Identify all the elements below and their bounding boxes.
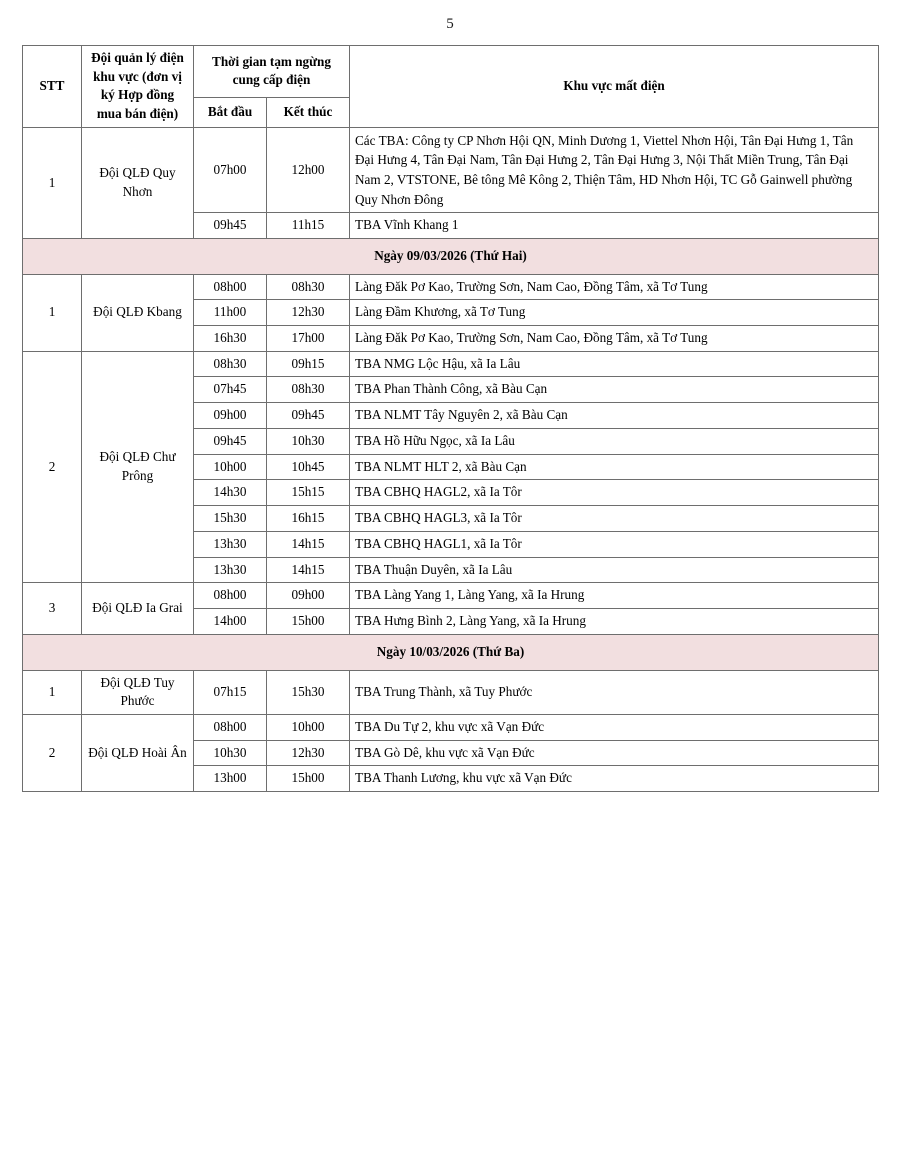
cell-start-time: 13h30 — [194, 531, 267, 557]
cell-management-team: Đội QLĐ Chư Prông — [82, 351, 194, 583]
cell-end-time: 15h15 — [267, 480, 350, 506]
cell-management-team: Đội QLĐ Quy Nhơn — [82, 127, 194, 238]
cell-start-time: 09h45 — [194, 428, 267, 454]
cell-affected-area: TBA CBHQ HAGL1, xã Ia Tôr — [350, 531, 879, 557]
table-header-row-1 — [23, 46, 879, 98]
cell-end-time: 14h15 — [267, 531, 350, 557]
date-separator-row — [23, 238, 879, 274]
cell-end-time: 14h15 — [267, 557, 350, 583]
cell-start-time: 08h30 — [194, 351, 267, 377]
cell-start-time: 15h30 — [194, 506, 267, 532]
column-header-start-time: Bắt đầu — [194, 97, 267, 127]
cell-stt: 3 — [23, 583, 82, 634]
date-separator-label: Ngày 09/03/2026 (Thứ Hai) — [23, 238, 879, 274]
table-row — [23, 715, 879, 741]
cell-affected-area: TBA Trung Thành, xã Tuy Phước — [350, 670, 879, 714]
table-row — [23, 274, 879, 300]
cell-start-time: 14h30 — [194, 480, 267, 506]
cell-affected-area: TBA NLMT Tây Nguyên 2, xã Bàu Cạn — [350, 403, 879, 429]
table-row — [23, 351, 879, 377]
cell-end-time: 09h00 — [267, 583, 350, 609]
cell-management-team: Đội QLĐ Hoài Ân — [82, 715, 194, 792]
cell-affected-area: TBA Hồ Hữu Ngọc, xã Ia Lâu — [350, 428, 879, 454]
cell-affected-area: TBA NMG Lộc Hậu, xã Ia Lâu — [350, 351, 879, 377]
cell-affected-area: TBA Làng Yang 1, Làng Yang, xã Ia Hrung — [350, 583, 879, 609]
cell-start-time: 08h00 — [194, 715, 267, 741]
table-header — [23, 46, 879, 128]
cell-affected-area: TBA Thanh Lương, khu vực xã Vạn Đức — [350, 766, 879, 792]
cell-management-team: Đội QLĐ Kbang — [82, 274, 194, 351]
cell-end-time: 12h30 — [267, 300, 350, 326]
column-header-management-team: Đội quản lý điện khu vực (đơn vị ký Hợp đồng mua bán điện) — [82, 46, 194, 128]
date-separator-row — [23, 634, 879, 670]
cell-end-time: 16h15 — [267, 506, 350, 532]
cell-affected-area: TBA NLMT HLT 2, xã Bàu Cạn — [350, 454, 879, 480]
cell-stt: 2 — [23, 715, 82, 792]
cell-start-time: 08h00 — [194, 274, 267, 300]
cell-end-time: 17h00 — [267, 326, 350, 352]
cell-management-team: Đội QLĐ Tuy Phước — [82, 670, 194, 714]
power-outage-schedule-table — [22, 45, 879, 792]
cell-affected-area: TBA Thuận Duyên, xã Ia Lâu — [350, 557, 879, 583]
cell-end-time: 12h00 — [267, 127, 350, 212]
cell-stt: 1 — [23, 127, 82, 238]
date-separator-label: Ngày 10/03/2026 (Thứ Ba) — [23, 634, 879, 670]
cell-start-time: 08h00 — [194, 583, 267, 609]
table-row — [23, 670, 879, 714]
cell-start-time: 07h00 — [194, 127, 267, 212]
cell-end-time: 15h00 — [267, 609, 350, 635]
cell-affected-area: TBA Hưng Bình 2, Làng Yang, xã Ia Hrung — [350, 609, 879, 635]
column-header-stt: STT — [23, 46, 82, 128]
cell-affected-area: Làng Đầm Khương, xã Tơ Tung — [350, 300, 879, 326]
schedule-table-container — [0, 32, 900, 792]
cell-start-time: 13h00 — [194, 766, 267, 792]
table-body — [23, 127, 879, 791]
cell-start-time: 14h00 — [194, 609, 267, 635]
cell-end-time: 10h45 — [267, 454, 350, 480]
cell-start-time: 10h30 — [194, 740, 267, 766]
cell-affected-area: TBA CBHQ HAGL2, xã Ia Tôr — [350, 480, 879, 506]
cell-start-time: 09h00 — [194, 403, 267, 429]
cell-end-time: 10h30 — [267, 428, 350, 454]
column-header-end-time: Kết thúc — [267, 97, 350, 127]
cell-stt: 2 — [23, 351, 82, 583]
column-header-outage-time-group: Thời gian tạm ngừng cung cấp điện — [194, 46, 350, 98]
cell-end-time: 08h30 — [267, 274, 350, 300]
cell-affected-area: TBA CBHQ HAGL3, xã Ia Tôr — [350, 506, 879, 532]
cell-end-time: 08h30 — [267, 377, 350, 403]
column-header-affected-area: Khu vực mất điện — [350, 46, 879, 128]
cell-end-time: 15h00 — [267, 766, 350, 792]
cell-affected-area: Các TBA: Công ty CP Nhơn Hội QN, Minh Dương 1, Viettel Nhơn Hội, Tân Đại Hưng 1, Tân Đại Hưng 4, Tân Đại Nam, Tân Đại Hưng 2, Tân Đại Hưng 3, Nội Thất Miền Trung, Tân Đại Nam 2, VTSTONE, Bê tông Mê Kông 2, Thiện Tâm, HD Nhơn Hội, TC Gỗ Gainwell phường Quy Nhơn Đông — [350, 127, 879, 212]
cell-start-time: 09h45 — [194, 213, 267, 239]
cell-stt: 1 — [23, 670, 82, 714]
cell-affected-area: TBA Vĩnh Khang 1 — [350, 213, 879, 239]
cell-start-time: 10h00 — [194, 454, 267, 480]
cell-management-team: Đội QLĐ Ia Grai — [82, 583, 194, 634]
cell-end-time: 15h30 — [267, 670, 350, 714]
cell-end-time: 11h15 — [267, 213, 350, 239]
cell-affected-area: Làng Đăk Pơ Kao, Trường Sơn, Nam Cao, Đồng Tâm, xã Tơ Tung — [350, 326, 879, 352]
cell-end-time: 09h15 — [267, 351, 350, 377]
cell-affected-area: TBA Du Tự 2, khu vực xã Vạn Đức — [350, 715, 879, 741]
cell-start-time: 07h45 — [194, 377, 267, 403]
page-number: 5 — [446, 16, 454, 32]
cell-end-time: 12h30 — [267, 740, 350, 766]
cell-start-time: 13h30 — [194, 557, 267, 583]
cell-start-time: 11h00 — [194, 300, 267, 326]
cell-start-time: 16h30 — [194, 326, 267, 352]
cell-affected-area: TBA Phan Thành Công, xã Bàu Cạn — [350, 377, 879, 403]
cell-start-time: 07h15 — [194, 670, 267, 714]
cell-affected-area: TBA Gò Dê, khu vực xã Vạn Đức — [350, 740, 879, 766]
cell-end-time: 10h00 — [267, 715, 350, 741]
cell-stt: 1 — [23, 274, 82, 351]
table-row — [23, 583, 879, 609]
cell-affected-area: Làng Đăk Pơ Kao, Trường Sơn, Nam Cao, Đồng Tâm, xã Tơ Tung — [350, 274, 879, 300]
table-row — [23, 127, 879, 212]
cell-end-time: 09h45 — [267, 403, 350, 429]
